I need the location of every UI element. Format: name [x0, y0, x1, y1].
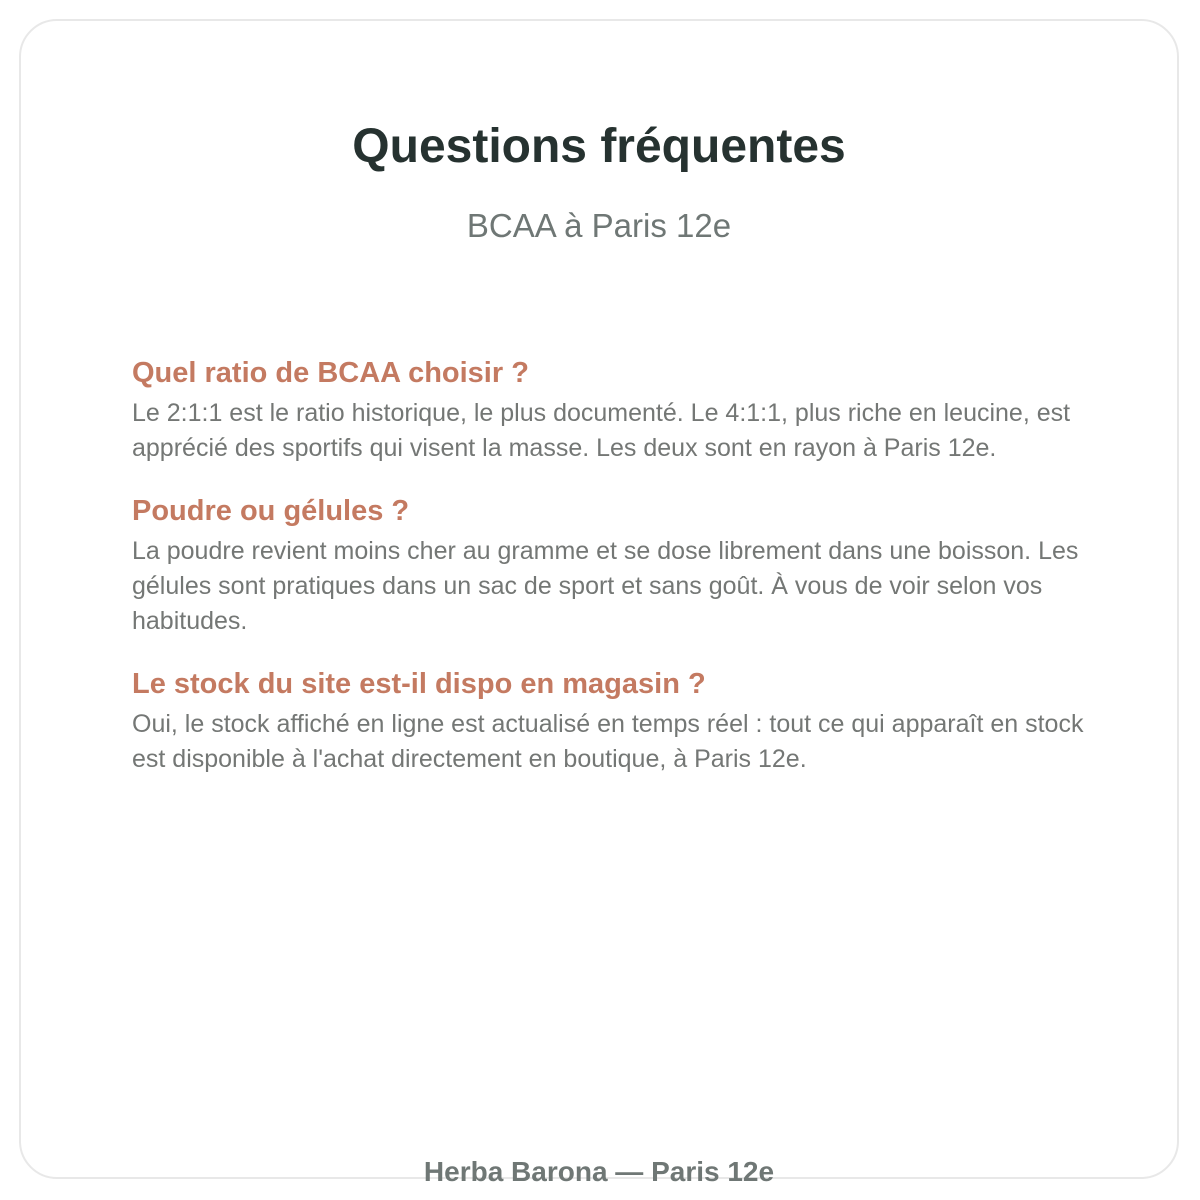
faq-answer: Le 2:1:1 est le ratio historique, le plus documenté. Le 4:1:1, plus riche en leucine, est apprécié des sportifs qui visent la masse. Les deux sont en rayon à Paris 12e. [132, 399, 1071, 462]
page-title: Questions fréquentes [352, 120, 846, 173]
footer-store-name: Herba Barona — Paris 12e [423, 1156, 775, 1187]
page-subtitle: BCAA à Paris 12e [466, 207, 732, 244]
faq-answer: La poudre revient moins cher au gramme et se dose librement dans une boisson. Les gélules sont pratiques dans un sac de sport et sans goût. À vous de voir selon vos habitudes. [132, 537, 1079, 635]
faq-card [19, 19, 1179, 1187]
faq-question: Le stock du site est-il dispo en magasin ? [132, 668, 706, 700]
faq-question: Poudre ou gélules ? [132, 495, 410, 527]
faq-question: Quel ratio de BCAA choisir ? [132, 357, 529, 389]
faq-item [132, 666, 1107, 777]
faq-answer: Oui, le stock affiché en ligne est actualisé en temps réel : tout ce qui apparaît en stock est disponible à l'achat directement en boutique, à Paris 12e. [132, 710, 1084, 773]
faq-list [132, 355, 1107, 804]
faq-item [132, 493, 1107, 639]
faq-item [132, 355, 1107, 466]
